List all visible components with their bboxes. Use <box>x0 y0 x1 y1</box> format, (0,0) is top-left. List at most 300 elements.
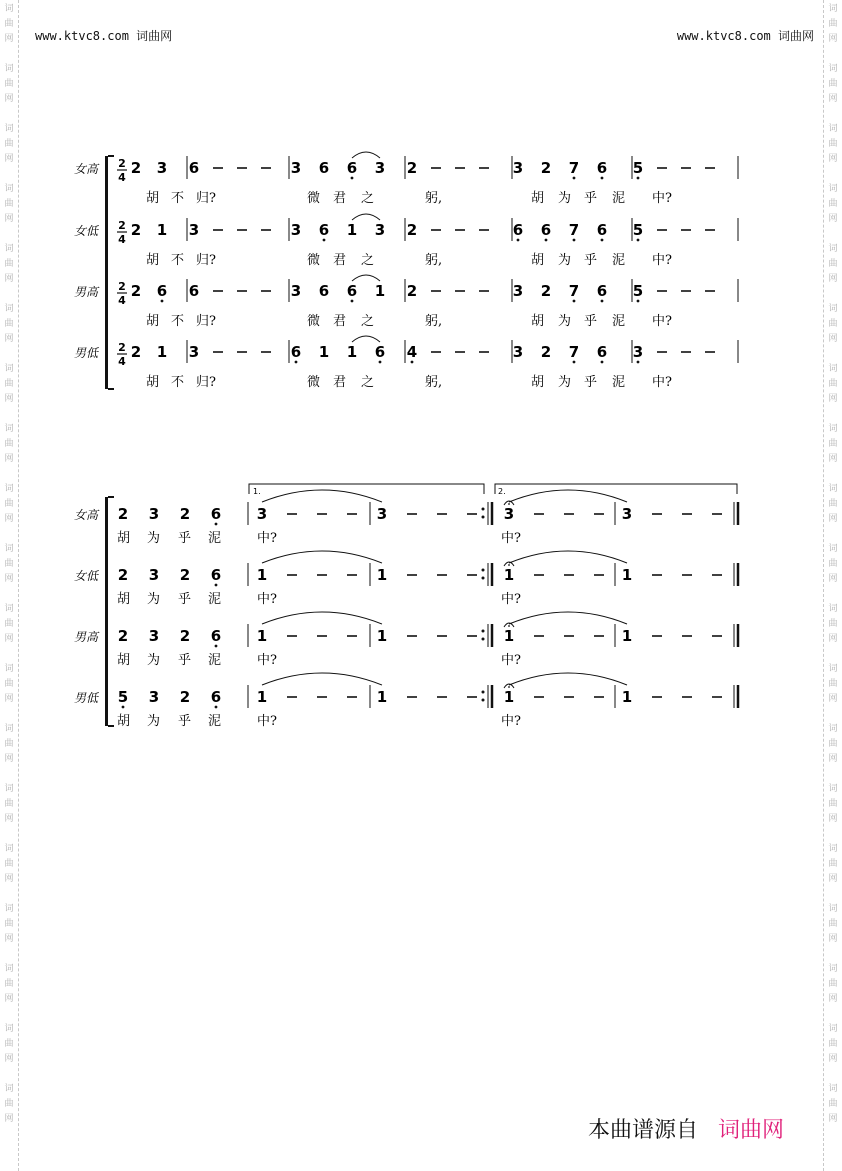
slur-arc <box>509 490 627 502</box>
watermark-char: 词 <box>828 304 838 314</box>
repeat-dot <box>482 630 485 633</box>
lower-octave-dot <box>351 177 354 180</box>
note-number: 1 <box>621 688 633 706</box>
lyric-syllable: 不 <box>171 191 185 206</box>
watermark-char: 词 <box>4 544 14 554</box>
lyric-syllable: 胡 <box>146 314 160 329</box>
header-site-right[interactable]: www.ktvc8.com 词曲网 <box>676 29 814 43</box>
watermark-char: 网 <box>4 454 14 464</box>
lyric-syllable: 中? <box>652 191 672 206</box>
note-number: 6 <box>596 343 608 361</box>
watermark-char: 网 <box>828 394 838 404</box>
lower-octave-dot <box>637 300 640 303</box>
repeat-dot <box>482 508 485 511</box>
note-number: 6 <box>318 221 330 239</box>
lower-octave-dot <box>573 361 576 364</box>
lyric-syllable: 泥 <box>612 375 626 390</box>
watermark-char: 词 <box>828 604 838 614</box>
lyric-syllable: 为 <box>147 714 161 729</box>
time-sig-bottom: 4 <box>118 171 126 184</box>
note-number: 5 <box>632 282 644 300</box>
lower-octave-dot <box>411 361 414 364</box>
lyric-syllable: 泥 <box>208 653 222 668</box>
lyric-syllable: 躬, <box>425 375 443 390</box>
lyric-syllable: 泥 <box>612 314 626 329</box>
note-number: 2 <box>179 627 191 645</box>
lower-octave-dot <box>601 239 604 242</box>
note-number: 3 <box>148 688 160 706</box>
watermark-char: 词 <box>828 4 838 14</box>
watermark-char: 网 <box>4 634 14 644</box>
note-number: 6 <box>210 688 222 706</box>
watermark-char: 曲 <box>4 619 14 629</box>
note-number: 3 <box>188 221 200 239</box>
note-number: 6 <box>374 343 386 361</box>
note-number: 3 <box>256 505 268 523</box>
lyric-syllable: 胡 <box>531 191 545 206</box>
watermark-char: 网 <box>828 694 838 704</box>
watermark-char: 词 <box>828 184 838 194</box>
note-number: 6 <box>210 505 222 523</box>
watermark-char: 网 <box>4 274 14 284</box>
lyric-syllable: 中? <box>257 592 277 607</box>
lyric-syllable: 胡 <box>117 653 131 668</box>
watermark-char: 曲 <box>828 1099 838 1109</box>
watermark-char: 曲 <box>828 199 838 209</box>
watermark-char: 网 <box>828 634 838 644</box>
watermark-char: 曲 <box>4 859 14 869</box>
lower-octave-dot <box>323 239 326 242</box>
lyric-syllable: 躬, <box>425 253 443 268</box>
note-number: 1 <box>376 566 388 584</box>
lower-octave-dot <box>637 361 640 364</box>
watermark-char: 曲 <box>4 139 14 149</box>
note-number: 2 <box>406 221 418 239</box>
watermark-char: 网 <box>4 154 14 164</box>
note-number: 1 <box>156 221 168 239</box>
note-number: 6 <box>156 282 168 300</box>
watermark-char: 网 <box>828 274 838 284</box>
watermark-char: 网 <box>828 334 838 344</box>
note-number: 3 <box>290 159 302 177</box>
watermark-char: 网 <box>828 94 838 104</box>
watermark-char: 词 <box>4 424 14 434</box>
note-number: 6 <box>318 159 330 177</box>
watermark-char: 词 <box>828 364 838 374</box>
time-sig-top: 2 <box>118 157 126 170</box>
watermark-char: 词 <box>4 844 14 854</box>
watermark-char: 词 <box>4 304 14 314</box>
note-number: 6 <box>512 221 524 239</box>
lower-octave-dot <box>573 177 576 180</box>
part-name: 男高 <box>73 630 98 644</box>
note-number: 3 <box>503 505 515 523</box>
lyric-syllable: 乎 <box>584 314 598 329</box>
lower-octave-dot <box>517 239 520 242</box>
note-number: 5 <box>632 221 644 239</box>
note-number: 6 <box>596 221 608 239</box>
lyric-syllable: 乎 <box>584 191 598 206</box>
watermark-char: 网 <box>4 814 14 824</box>
note-number: 2 <box>130 221 142 239</box>
lyric-syllable: 泥 <box>612 191 626 206</box>
watermark-char: 曲 <box>828 559 838 569</box>
note-number: 1 <box>503 688 515 706</box>
lyric-syllable: 君 <box>333 191 347 206</box>
watermark-char: 曲 <box>4 679 14 689</box>
lower-octave-dot <box>637 177 640 180</box>
lower-octave-dot <box>601 300 604 303</box>
slur-arc <box>262 612 382 624</box>
note-number: 5 <box>632 159 644 177</box>
note-number: 1 <box>256 627 268 645</box>
fermata-dot <box>508 564 510 566</box>
lyric-syllable: 乎 <box>584 253 598 268</box>
lyric-syllable: 为 <box>558 314 572 329</box>
lyric-syllable: 君 <box>333 314 347 329</box>
watermark-char: 曲 <box>4 319 14 329</box>
footer-brand-link[interactable]: 词曲网 <box>718 1118 785 1143</box>
part-name: 女高 <box>73 162 98 176</box>
repeat-dot <box>482 638 485 641</box>
note-number: 1 <box>503 627 515 645</box>
watermark-char: 词 <box>828 124 838 134</box>
lyric-syllable: 乎 <box>178 714 192 729</box>
lyric-syllable: 不 <box>171 314 185 329</box>
note-number: 3 <box>148 627 160 645</box>
watermark-char: 词 <box>4 244 14 254</box>
note-number: 1 <box>376 627 388 645</box>
time-sig-top: 2 <box>118 280 126 293</box>
note-number: 2 <box>117 566 129 584</box>
lyric-syllable: 微 <box>307 191 321 206</box>
watermark-char: 网 <box>4 574 14 584</box>
watermark-char: 网 <box>4 754 14 764</box>
lyric-syllable: 胡 <box>531 253 545 268</box>
watermark-char: 曲 <box>4 799 14 809</box>
watermark-char: 曲 <box>828 379 838 389</box>
note-number: 3 <box>512 159 524 177</box>
note-number: 6 <box>318 282 330 300</box>
lyric-syllable: 胡 <box>531 375 545 390</box>
lower-octave-dot <box>379 361 382 364</box>
watermark-char: 曲 <box>828 499 838 509</box>
lyric-syllable: 不 <box>171 375 185 390</box>
note-number: 2 <box>130 159 142 177</box>
lyric-syllable: 中? <box>652 253 672 268</box>
lyric-syllable: 之 <box>361 191 375 206</box>
note-number: 1 <box>621 627 633 645</box>
watermark-char: 词 <box>4 904 14 914</box>
lyric-syllable: 归? <box>196 375 216 390</box>
watermark-char: 曲 <box>828 919 838 929</box>
lyric-syllable: 泥 <box>208 531 222 546</box>
time-sig-top: 2 <box>118 341 126 354</box>
watermark-char: 曲 <box>4 259 14 269</box>
slur-arc <box>262 551 382 563</box>
note-number: 2 <box>179 566 191 584</box>
note-number: 6 <box>596 282 608 300</box>
lyric-syllable: 中? <box>257 714 277 729</box>
fermata-dot <box>508 686 510 688</box>
watermark-char: 词 <box>4 64 14 74</box>
watermark-char: 词 <box>828 844 838 854</box>
lyric-syllable: 微 <box>307 375 321 390</box>
watermark-char: 词 <box>4 784 14 794</box>
lower-octave-dot <box>215 584 218 587</box>
watermark-char: 网 <box>4 394 14 404</box>
watermark-char: 网 <box>828 34 838 44</box>
note-number: 1 <box>256 566 268 584</box>
watermark-char: 词 <box>828 724 838 734</box>
lyric-syllable: 胡 <box>531 314 545 329</box>
lyric-syllable: 躬, <box>425 314 443 329</box>
lyric-syllable: 乎 <box>178 653 192 668</box>
note-number: 3 <box>374 221 386 239</box>
lower-octave-dot <box>122 706 125 709</box>
lyric-syllable: 躬, <box>425 191 443 206</box>
watermark-char: 曲 <box>828 79 838 89</box>
watermark-char: 网 <box>4 34 14 44</box>
footer-source <box>588 1113 784 1144</box>
lyric-syllable: 中? <box>501 592 521 607</box>
volta-label-1: 1. <box>253 487 261 496</box>
watermark-char: 网 <box>828 874 838 884</box>
lower-octave-dot <box>573 300 576 303</box>
note-number: 6 <box>188 282 200 300</box>
part-name: 男低 <box>73 346 98 360</box>
system-bracket <box>105 156 108 389</box>
note-number: 3 <box>148 566 160 584</box>
volta-bracket-1 <box>249 484 484 494</box>
lyric-syllable: 为 <box>147 653 161 668</box>
watermark-char: 词 <box>4 604 14 614</box>
note-number: 3 <box>156 159 168 177</box>
note-number: 7 <box>568 343 580 361</box>
lower-octave-dot <box>215 706 218 709</box>
watermark-char: 曲 <box>4 559 14 569</box>
lyric-syllable: 胡 <box>146 191 160 206</box>
watermark-char: 词 <box>828 964 838 974</box>
watermark-char: 曲 <box>4 739 14 749</box>
note-number: 6 <box>210 566 222 584</box>
lyric-syllable: 泥 <box>208 714 222 729</box>
volta-bracket-2 <box>495 484 737 494</box>
watermark-char: 词 <box>4 1024 14 1034</box>
watermark-char: 网 <box>828 994 838 1004</box>
note-number: 3 <box>290 221 302 239</box>
note-number: 3 <box>621 505 633 523</box>
note-number: 6 <box>346 282 358 300</box>
watermark-char: 网 <box>828 814 838 824</box>
lyric-syllable: 微 <box>307 253 321 268</box>
note-number: 2 <box>130 343 142 361</box>
lyric-syllable: 为 <box>558 253 572 268</box>
note-number: 6 <box>540 221 552 239</box>
lyric-syllable: 中? <box>501 531 521 546</box>
note-number: 5 <box>117 688 129 706</box>
repeat-dot <box>482 516 485 519</box>
note-number: 2 <box>117 505 129 523</box>
note-number: 3 <box>290 282 302 300</box>
slur-arc <box>509 612 627 624</box>
note-number: 6 <box>290 343 302 361</box>
lyric-syllable: 归? <box>196 191 216 206</box>
watermark-char: 曲 <box>4 499 14 509</box>
lower-octave-dot <box>601 177 604 180</box>
watermark-char: 网 <box>4 694 14 704</box>
lower-octave-dot <box>215 523 218 526</box>
watermark-char: 网 <box>828 1114 838 1124</box>
lyric-syllable: 为 <box>147 531 161 546</box>
watermark-char: 词 <box>828 484 838 494</box>
watermark-char: 曲 <box>828 979 838 989</box>
lyric-syllable: 归? <box>196 314 216 329</box>
note-number: 2 <box>540 159 552 177</box>
lyric-syllable: 中? <box>652 314 672 329</box>
watermark-char: 曲 <box>828 679 838 689</box>
slur-arc <box>262 673 382 685</box>
note-number: 2 <box>406 159 418 177</box>
lyric-syllable: 乎 <box>178 592 192 607</box>
watermark-char: 曲 <box>828 859 838 869</box>
watermark-char: 网 <box>828 1054 838 1064</box>
watermark-char: 曲 <box>4 19 14 29</box>
note-number: 6 <box>346 159 358 177</box>
lyric-syllable: 乎 <box>584 375 598 390</box>
watermark-char: 词 <box>4 724 14 734</box>
lyric-syllable: 之 <box>361 375 375 390</box>
watermark-char: 词 <box>4 4 14 14</box>
lyric-syllable: 泥 <box>208 592 222 607</box>
note-number: 3 <box>512 282 524 300</box>
slur-arc <box>509 673 627 685</box>
lyric-syllable: 之 <box>361 314 375 329</box>
lyric-syllable: 中? <box>257 531 277 546</box>
slur-arc <box>509 551 627 563</box>
footer-source-label: 本曲谱源自 <box>588 1118 699 1143</box>
part-name: 女低 <box>73 569 98 583</box>
lyric-syllable: 中? <box>257 653 277 668</box>
lyric-syllable: 为 <box>558 191 572 206</box>
watermark-char: 曲 <box>828 619 838 629</box>
lyric-syllable: 中? <box>501 653 521 668</box>
watermark-char: 词 <box>828 244 838 254</box>
lower-octave-dot <box>573 239 576 242</box>
watermark-char: 曲 <box>828 139 838 149</box>
slur-arc <box>352 275 380 281</box>
part-name: 男高 <box>73 285 98 299</box>
watermark-char: 词 <box>828 784 838 794</box>
watermark-char: 网 <box>828 514 838 524</box>
note-number: 3 <box>376 505 388 523</box>
watermark-char: 网 <box>828 214 838 224</box>
slur-arc <box>352 336 380 342</box>
watermark-char: 网 <box>4 1054 14 1064</box>
note-number: 1 <box>256 688 268 706</box>
watermark-char: 网 <box>828 574 838 584</box>
watermark-char: 网 <box>4 874 14 884</box>
note-number: 2 <box>406 282 418 300</box>
note-number: 1 <box>621 566 633 584</box>
watermark-char: 词 <box>4 184 14 194</box>
watermark-char: 网 <box>4 94 14 104</box>
watermark-char: 曲 <box>4 79 14 89</box>
note-number: 3 <box>148 505 160 523</box>
time-sig-bottom: 4 <box>118 355 126 368</box>
watermark-char: 词 <box>4 124 14 134</box>
part-name: 男低 <box>73 691 98 705</box>
watermark-char: 曲 <box>828 739 838 749</box>
watermark-char: 网 <box>4 214 14 224</box>
watermark-char: 词 <box>4 364 14 374</box>
watermark-char: 网 <box>828 934 838 944</box>
note-number: 3 <box>632 343 644 361</box>
lyric-syllable: 君 <box>333 375 347 390</box>
note-number: 7 <box>568 159 580 177</box>
lyric-syllable: 胡 <box>117 714 131 729</box>
watermark-char: 网 <box>4 334 14 344</box>
watermark-char: 词 <box>4 664 14 674</box>
watermark-char: 网 <box>828 154 838 164</box>
lyric-syllable: 之 <box>361 253 375 268</box>
lyric-syllable: 中? <box>652 375 672 390</box>
note-number: 1 <box>346 221 358 239</box>
note-number: 3 <box>512 343 524 361</box>
watermark-char: 曲 <box>828 19 838 29</box>
watermark-char: 网 <box>828 454 838 464</box>
note-number: 1 <box>374 282 386 300</box>
watermark-char: 曲 <box>828 259 838 269</box>
watermark-char: 网 <box>4 514 14 524</box>
watermark-char: 曲 <box>4 919 14 929</box>
note-number: 2 <box>130 282 142 300</box>
watermark-char: 词 <box>828 544 838 554</box>
note-number: 4 <box>406 343 418 361</box>
repeat-dot <box>482 577 485 580</box>
watermark-char: 曲 <box>4 199 14 209</box>
note-number: 6 <box>596 159 608 177</box>
lower-octave-dot <box>351 300 354 303</box>
lyric-syllable: 胡 <box>117 531 131 546</box>
note-number: 1 <box>503 566 515 584</box>
lower-octave-dot <box>215 645 218 648</box>
repeat-dot <box>482 699 485 702</box>
watermark-char: 曲 <box>828 1039 838 1049</box>
note-number: 2 <box>179 688 191 706</box>
note-number: 3 <box>188 343 200 361</box>
note-number: 6 <box>210 627 222 645</box>
note-number: 3 <box>374 159 386 177</box>
lyric-syllable: 胡 <box>146 253 160 268</box>
note-number: 2 <box>179 505 191 523</box>
header-site-left[interactable]: www.ktvc8.com 词曲网 <box>35 29 173 43</box>
lyric-syllable: 不 <box>171 253 185 268</box>
time-sig-top: 2 <box>118 219 126 232</box>
watermark-char: 网 <box>4 994 14 1004</box>
repeat-dot <box>482 569 485 572</box>
lyric-syllable: 泥 <box>612 253 626 268</box>
slur-arc <box>352 152 380 158</box>
watermark-char: 曲 <box>828 439 838 449</box>
note-number: 2 <box>117 627 129 645</box>
watermark-char: 曲 <box>4 439 14 449</box>
watermark-char: 曲 <box>4 1039 14 1049</box>
note-number: 1 <box>156 343 168 361</box>
lower-octave-dot <box>161 300 164 303</box>
lower-octave-dot <box>637 239 640 242</box>
lyric-syllable: 为 <box>147 592 161 607</box>
